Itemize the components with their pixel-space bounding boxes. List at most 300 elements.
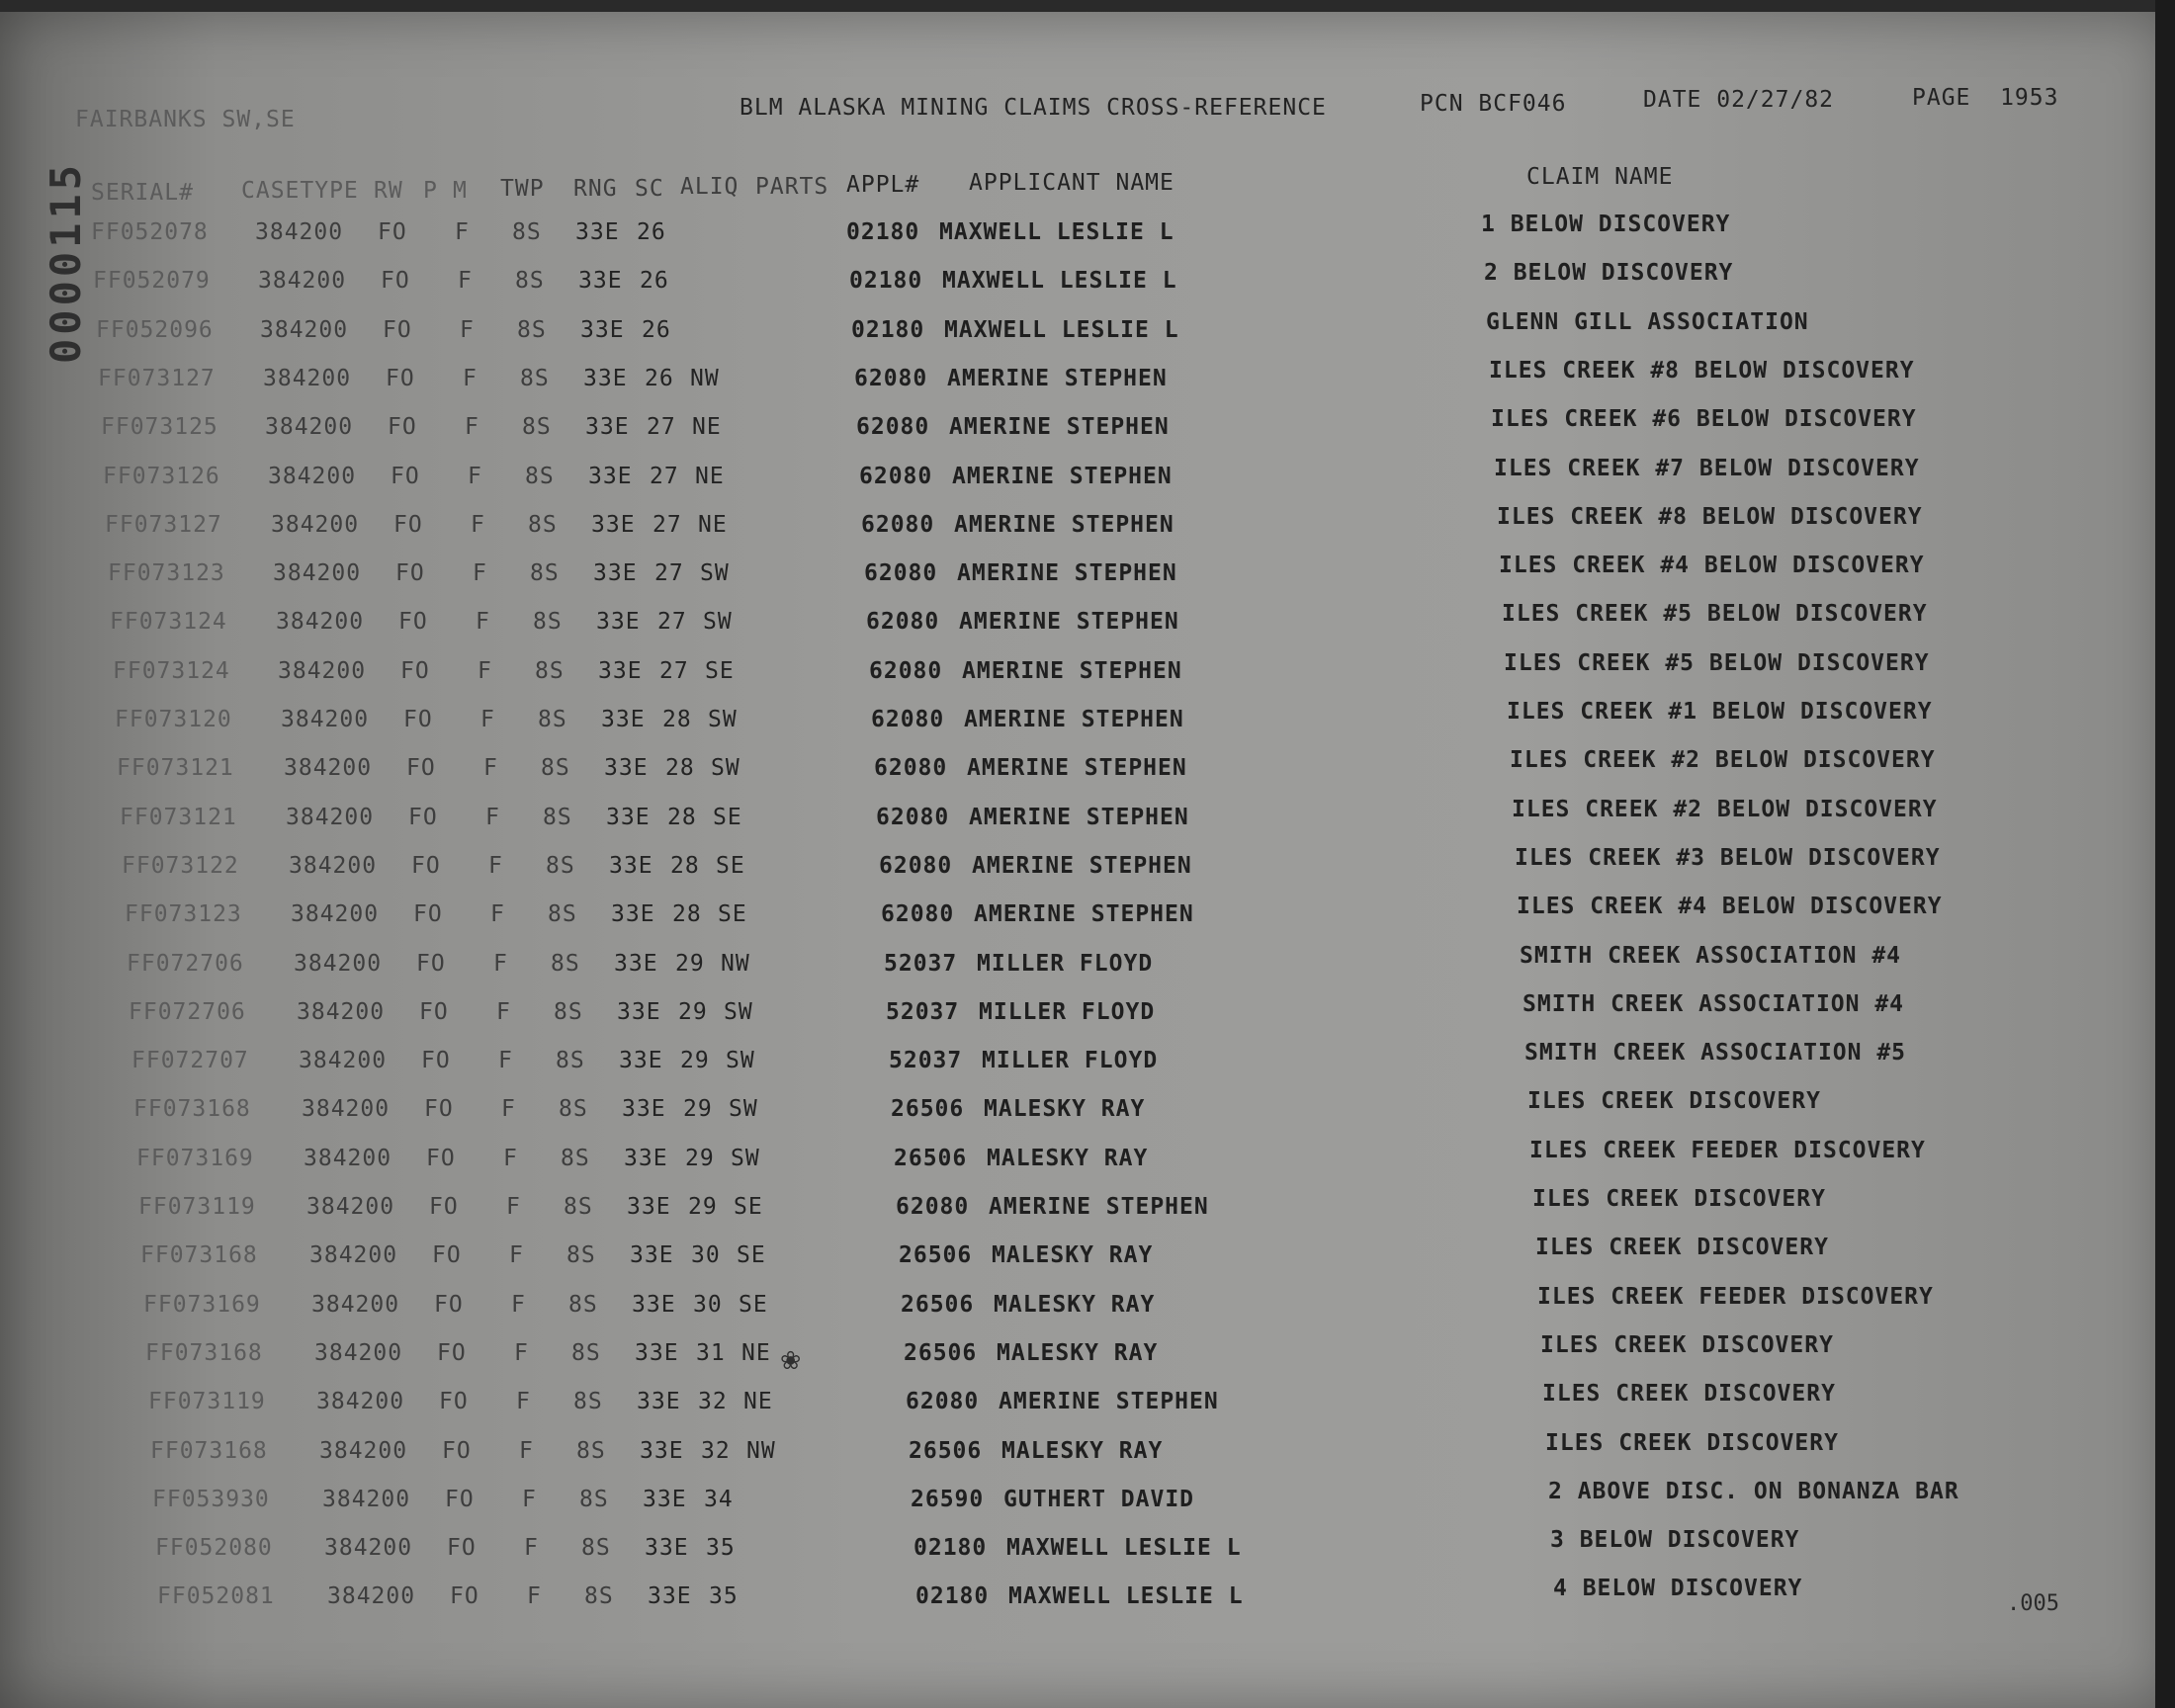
col-twp: TWP (500, 176, 545, 202)
cell-rw: FO (432, 1242, 462, 1268)
cell-aliq: SW (729, 1096, 758, 1122)
cell-rw: FO (442, 1438, 472, 1464)
cell-sc: 27 (650, 464, 679, 489)
cell-serial: FF052078 (91, 219, 209, 245)
cell-appl: 26506 (909, 1438, 983, 1464)
cell-m: F (458, 268, 473, 294)
cell-sc: 35 (706, 1535, 736, 1561)
cell-applicant: MAXWELL LESLIE L (1008, 1583, 1244, 1609)
cell-twp: 8S (520, 366, 550, 391)
cell-twp: 8S (517, 317, 547, 343)
cell-appl: 52037 (886, 999, 960, 1025)
cell-casetype: 384200 (304, 1146, 392, 1171)
cell-sc: 30 (691, 1242, 721, 1268)
cell-twp: 8S (515, 268, 545, 294)
col-casetype: CASETYPE (241, 178, 359, 204)
cell-serial: FF073169 (136, 1146, 254, 1171)
cell-rng: 33E (617, 999, 661, 1025)
scan-border (2155, 0, 2175, 1708)
cell-casetype: 384200 (265, 414, 354, 440)
cell-claim: ILES CREEK #5 BELOW DISCOVERY (1504, 650, 1930, 676)
cell-aliq: NW (746, 1438, 776, 1464)
cell-rw: FO (393, 512, 423, 538)
cell-m: F (463, 366, 478, 391)
cell-sc: 34 (704, 1487, 734, 1512)
cell-aliq: SW (731, 1146, 760, 1171)
cell-appl: 62080 (896, 1194, 970, 1220)
cell-casetype: 384200 (306, 1194, 395, 1220)
cell-twp: 8S (530, 560, 560, 586)
col-rng: RNG (573, 176, 618, 202)
cell-sc: 27 (654, 560, 684, 586)
cell-sc: 28 (662, 707, 692, 732)
cell-claim: ILES CREEK DISCOVERY (1540, 1332, 1834, 1358)
cell-aliq: SE (713, 805, 742, 830)
cell-aliq: NE (692, 414, 722, 440)
cell-casetype: 384200 (286, 805, 375, 830)
cell-appl: 62080 (864, 560, 938, 586)
cell-claim: ILES CREEK FEEDER DISCOVERY (1537, 1284, 1934, 1310)
cell-rw: FO (429, 1194, 459, 1220)
cell-casetype: 384200 (309, 1242, 398, 1268)
cell-m: F (460, 317, 475, 343)
cell-casetype: 384200 (322, 1487, 411, 1512)
cell-m: F (480, 707, 495, 732)
cell-applicant: AMERINE STEPHEN (967, 755, 1187, 781)
cell-claim: ILES CREEK #1 BELOW DISCOVERY (1507, 699, 1933, 725)
cell-rng: 33E (588, 464, 633, 489)
cell-applicant: MALESKY RAY (997, 1340, 1159, 1366)
cell-rng: 33E (601, 707, 646, 732)
cell-twp: 8S (548, 901, 577, 927)
cell-appl: 62080 (854, 366, 928, 391)
cell-claim: ILES CREEK DISCOVERY (1535, 1235, 1829, 1260)
cell-aliq: NE (741, 1340, 771, 1366)
cell-rng: 33E (604, 755, 649, 781)
cell-m: F (465, 414, 479, 440)
cell-m: F (468, 464, 482, 489)
col-sc: SC (635, 176, 664, 202)
cell-rw: FO (386, 366, 415, 391)
cell-sc: 28 (672, 901, 702, 927)
cell-claim: ILES CREEK DISCOVERY (1532, 1186, 1826, 1212)
cell-serial: FF073168 (133, 1096, 251, 1122)
col-rw: RW (374, 178, 403, 204)
cell-serial: FF052096 (96, 317, 214, 343)
cell-m: F (490, 901, 505, 927)
cell-appl: 26506 (899, 1242, 973, 1268)
cell-appl: 26506 (901, 1292, 975, 1318)
cell-claim: ILES CREEK #8 BELOW DISCOVERY (1489, 358, 1915, 384)
cell-applicant: MALESKY RAY (987, 1146, 1149, 1171)
cell-rng: 33E (585, 414, 630, 440)
cell-rng: 33E (580, 317, 625, 343)
cell-serial: FF072707 (131, 1048, 249, 1073)
cell-serial: FF073169 (143, 1292, 261, 1318)
cell-claim: ILES CREEK #3 BELOW DISCOVERY (1515, 845, 1941, 871)
cell-twp: 8S (573, 1389, 603, 1414)
cell-sc: 28 (665, 755, 695, 781)
cell-rng: 33E (583, 366, 628, 391)
cell-appl: 52037 (884, 951, 958, 977)
cell-claim: ILES CREEK FEEDER DISCOVERY (1529, 1138, 1926, 1163)
cell-rw: FO (424, 1096, 454, 1122)
cell-serial: FF073122 (122, 853, 239, 879)
cell-rng: 33E (630, 1242, 674, 1268)
cell-sc: 27 (657, 609, 687, 635)
cell-rng: 33E (648, 1583, 692, 1609)
cell-m: F (509, 1242, 524, 1268)
cell-aliq: SW (700, 560, 730, 586)
cell-claim: ILES CREEK #4 BELOW DISCOVERY (1517, 894, 1943, 919)
report-date: DATE 02/27/82 (1643, 87, 1835, 113)
col-aliq: ALIQ (680, 174, 740, 200)
cell-aliq: SE (734, 1194, 763, 1220)
cell-applicant: AMERINE STEPHEN (952, 464, 1173, 489)
cell-twp: 8S (576, 1438, 606, 1464)
cell-applicant: MALESKY RAY (994, 1292, 1156, 1318)
cell-claim: SMITH CREEK ASSOCIATION #4 (1522, 991, 1905, 1017)
cell-rng: 33E (627, 1194, 671, 1220)
cell-casetype: 384200 (314, 1340, 403, 1366)
cell-sc: 29 (680, 1048, 710, 1073)
cell-sc: 26 (642, 317, 671, 343)
cell-rw: FO (408, 805, 438, 830)
cell-rw: FO (403, 707, 433, 732)
cell-rng: 33E (609, 853, 653, 879)
cell-applicant: AMERINE STEPHEN (999, 1389, 1219, 1414)
cell-serial: FF072706 (129, 999, 246, 1025)
cell-aliq: SW (703, 609, 733, 635)
cell-appl: 62080 (861, 512, 935, 538)
cell-applicant: AMERINE STEPHEN (964, 707, 1184, 732)
cell-casetype: 384200 (276, 609, 365, 635)
cell-appl: 02180 (846, 219, 920, 245)
cell-m: F (516, 1389, 531, 1414)
cell-twp: 8S (581, 1535, 611, 1561)
cell-rw: FO (447, 1535, 477, 1561)
cell-aliq: SE (739, 1292, 768, 1318)
cell-twp: 8S (571, 1340, 601, 1366)
cell-sc: 26 (637, 219, 666, 245)
cell-m: F (478, 658, 492, 684)
cell-rng: 33E (591, 512, 636, 538)
cell-serial: FF073119 (148, 1389, 266, 1414)
cell-casetype: 384200 (271, 512, 360, 538)
cell-twp: 8S (579, 1487, 609, 1512)
cell-sc: 26 (645, 366, 674, 391)
cell-aliq: SE (737, 1242, 766, 1268)
ink-smudge: ❀ (781, 1339, 801, 1377)
cell-applicant: AMERINE STEPHEN (949, 414, 1170, 440)
cell-appl: 26590 (911, 1487, 985, 1512)
cell-m: F (496, 999, 511, 1025)
cell-rw: FO (413, 901, 443, 927)
cell-m: F (493, 951, 508, 977)
cell-twp: 8S (556, 1048, 585, 1073)
cell-serial: FF073124 (113, 658, 230, 684)
cell-twp: 8S (528, 512, 558, 538)
cell-aliq: NE (698, 512, 728, 538)
cell-applicant: MALESKY RAY (984, 1096, 1146, 1122)
cell-appl: 02180 (915, 1583, 990, 1609)
cell-claim: ILES CREEK DISCOVERY (1542, 1381, 1836, 1407)
microfilm-stamp: 0000115 (42, 160, 90, 364)
pcn-label: PCN BCF046 (1420, 91, 1567, 117)
cell-appl: 26506 (891, 1096, 965, 1122)
cell-serial: FF073123 (108, 560, 225, 586)
cell-sc: 35 (709, 1583, 739, 1609)
cell-rng: 33E (637, 1389, 681, 1414)
cell-twp: 8S (584, 1583, 614, 1609)
cell-casetype: 384200 (258, 268, 347, 294)
cell-serial: FF073124 (110, 609, 227, 635)
page-number: PAGE 1953 (1912, 85, 2059, 111)
cell-appl: 62080 (906, 1389, 980, 1414)
cell-claim: ILES CREEK #2 BELOW DISCOVERY (1510, 747, 1936, 773)
cell-casetype: 384200 (289, 853, 378, 879)
cell-casetype: 384200 (327, 1583, 416, 1609)
cell-rng: 33E (596, 609, 641, 635)
cell-appl: 62080 (869, 658, 943, 684)
cell-appl: 62080 (874, 755, 948, 781)
col-p: P (423, 178, 438, 204)
cell-rng: 33E (578, 268, 623, 294)
cell-rw: FO (416, 951, 446, 977)
cell-casetype: 384200 (278, 658, 367, 684)
cell-casetype: 384200 (273, 560, 362, 586)
cell-applicant: AMERINE STEPHEN (962, 658, 1182, 684)
cell-twp: 8S (538, 707, 567, 732)
cell-appl: 26506 (894, 1146, 968, 1171)
cell-aliq: SW (726, 1048, 755, 1073)
cell-casetype: 384200 (281, 707, 370, 732)
cell-claim: ILES CREEK #5 BELOW DISCOVERY (1502, 601, 1928, 627)
cell-sc: 29 (675, 951, 705, 977)
cell-appl: 62080 (881, 901, 955, 927)
cell-applicant: AMERINE STEPHEN (989, 1194, 1209, 1220)
cell-casetype: 384200 (284, 755, 373, 781)
cell-m: F (501, 1096, 516, 1122)
cell-casetype: 384200 (299, 1048, 388, 1073)
cell-m: F (506, 1194, 521, 1220)
cell-m: F (511, 1292, 526, 1318)
cell-rw: FO (439, 1389, 469, 1414)
cell-rw: FO (437, 1340, 467, 1366)
cell-m: F (498, 1048, 513, 1073)
cell-sc: 32 (698, 1389, 728, 1414)
cell-applicant: GUTHERT DAVID (1003, 1487, 1195, 1512)
cell-serial: FF073120 (115, 707, 232, 732)
cell-rw: FO (406, 755, 436, 781)
col-parts: PARTS (755, 174, 829, 200)
cell-serial: FF073127 (98, 366, 216, 391)
cell-rw: FO (391, 464, 420, 489)
cell-rw: FO (419, 999, 449, 1025)
cell-rw: FO (445, 1487, 475, 1512)
cell-rng: 33E (640, 1438, 684, 1464)
cell-sc: 28 (670, 853, 700, 879)
cell-aliq: NW (690, 366, 720, 391)
cell-casetype: 384200 (324, 1535, 413, 1561)
cell-m: F (524, 1535, 539, 1561)
cell-rw: FO (381, 268, 410, 294)
cell-twp: 8S (535, 658, 565, 684)
cell-appl: 62080 (879, 853, 953, 879)
cell-rng: 33E (614, 951, 658, 977)
cell-twp: 8S (554, 999, 583, 1025)
cell-m: F (522, 1487, 537, 1512)
cell-rng: 33E (611, 901, 655, 927)
cell-claim: 2 ABOVE DISC. ON BONANZA BAR (1548, 1479, 1959, 1504)
cell-aliq: SE (705, 658, 735, 684)
cell-casetype: 384200 (255, 219, 344, 245)
cell-sc: 28 (667, 805, 697, 830)
cell-claim: ILES CREEK #7 BELOW DISCOVERY (1494, 456, 1920, 481)
report-title: BLM ALASKA MINING CLAIMS CROSS-REFERENCE (740, 95, 1327, 121)
cell-sc: 31 (696, 1340, 726, 1366)
cell-serial: FF073121 (120, 805, 237, 830)
cell-applicant: AMERINE STEPHEN (947, 366, 1168, 391)
cell-m: F (527, 1583, 542, 1609)
cell-twp: 8S (541, 755, 570, 781)
cell-applicant: MILLER FLOYD (977, 951, 1154, 977)
cell-rng: 33E (635, 1340, 679, 1366)
cell-casetype: 384200 (291, 901, 380, 927)
cell-rng: 33E (593, 560, 638, 586)
cell-twp: 8S (543, 805, 572, 830)
cell-applicant: MAXWELL LESLIE L (1006, 1535, 1242, 1561)
cell-claim: SMITH CREEK ASSOCIATION #4 (1520, 943, 1902, 969)
cell-serial: FF052081 (157, 1583, 275, 1609)
cell-serial: FF073168 (145, 1340, 263, 1366)
cell-claim: GLENN GILL ASSOCIATION (1486, 309, 1809, 335)
cell-appl: 62080 (859, 464, 933, 489)
cell-twp: 8S (533, 609, 563, 635)
cell-rw: FO (388, 414, 417, 440)
cell-m: F (473, 560, 487, 586)
col-m: M (453, 178, 468, 204)
cell-aliq: NW (721, 951, 750, 977)
cell-claim: ILES CREEK DISCOVERY (1527, 1088, 1821, 1114)
cell-serial: FF073126 (103, 464, 220, 489)
cell-m: F (503, 1146, 518, 1171)
region-label: FAIRBANKS SW,SE (75, 107, 296, 132)
cell-claim: SMITH CREEK ASSOCIATION #5 (1524, 1040, 1907, 1066)
cell-serial: FF073125 (101, 414, 218, 440)
cell-rw: FO (398, 609, 428, 635)
cell-claim: 1 BELOW DISCOVERY (1481, 212, 1731, 237)
cell-appl: 02180 (849, 268, 923, 294)
cell-claim: 4 BELOW DISCOVERY (1553, 1576, 1803, 1601)
cell-serial: FF052079 (93, 268, 211, 294)
cell-twp: 8S (561, 1146, 590, 1171)
cell-twp: 8S (568, 1292, 598, 1318)
col-applicant: APPLICANT NAME (969, 170, 1174, 196)
cell-casetype: 384200 (260, 317, 349, 343)
cell-serial: FF072706 (127, 951, 244, 977)
cell-m: F (519, 1438, 534, 1464)
cell-casetype: 384200 (297, 999, 386, 1025)
page-code: .005 (2007, 1591, 2059, 1616)
cell-applicant: MAXWELL LESLIE L (944, 317, 1179, 343)
cell-serial: FF073168 (140, 1242, 258, 1268)
cell-twp: 8S (546, 853, 575, 879)
cell-rw: FO (395, 560, 425, 586)
cell-aliq: SE (716, 853, 745, 879)
cell-serial: FF073119 (138, 1194, 256, 1220)
cell-applicant: AMERINE STEPHEN (954, 512, 1174, 538)
cell-applicant: MAXWELL LESLIE L (939, 219, 1174, 245)
cell-rng: 33E (598, 658, 643, 684)
col-appl: APPL# (846, 172, 920, 198)
cell-m: F (488, 853, 503, 879)
cell-rw: FO (378, 219, 407, 245)
cell-sc: 30 (693, 1292, 723, 1318)
cell-claim: ILES CREEK #4 BELOW DISCOVERY (1499, 553, 1925, 578)
cell-serial: FF073127 (105, 512, 222, 538)
cell-twp: 8S (566, 1242, 596, 1268)
cell-aliq: SW (711, 755, 740, 781)
cell-casetype: 384200 (302, 1096, 391, 1122)
cell-casetype: 384200 (319, 1438, 408, 1464)
cell-applicant: MALESKY RAY (1001, 1438, 1164, 1464)
cell-applicant: AMERINE STEPHEN (969, 805, 1189, 830)
cell-m: F (471, 512, 485, 538)
cell-applicant: MALESKY RAY (992, 1242, 1154, 1268)
cell-rw: FO (450, 1583, 479, 1609)
cell-m: F (514, 1340, 529, 1366)
cell-applicant: AMERINE STEPHEN (959, 609, 1179, 635)
cell-claim: ILES CREEK #2 BELOW DISCOVERY (1512, 797, 1938, 822)
cell-claim: 3 BELOW DISCOVERY (1550, 1527, 1800, 1553)
cell-rng: 33E (632, 1292, 676, 1318)
cell-aliq: NE (743, 1389, 773, 1414)
cell-m: F (483, 755, 498, 781)
cell-twp: 8S (525, 464, 555, 489)
cell-casetype: 384200 (316, 1389, 405, 1414)
cell-claim: ILES CREEK DISCOVERY (1545, 1430, 1839, 1456)
cell-appl: 62080 (866, 609, 940, 635)
cell-twp: 8S (522, 414, 552, 440)
cell-claim: ILES CREEK #8 BELOW DISCOVERY (1497, 504, 1923, 530)
cell-rng: 33E (606, 805, 651, 830)
cell-aliq: NE (695, 464, 725, 489)
cell-casetype: 384200 (268, 464, 357, 489)
col-serial: SERIAL# (91, 180, 194, 206)
cell-sc: 27 (659, 658, 689, 684)
cell-serial: FF052080 (155, 1535, 273, 1561)
cell-rw: FO (426, 1146, 456, 1171)
cell-casetype: 384200 (263, 366, 352, 391)
cell-rw: FO (383, 317, 412, 343)
cell-sc: 29 (678, 999, 708, 1025)
cell-sc: 32 (701, 1438, 731, 1464)
cell-claim: ILES CREEK #6 BELOW DISCOVERY (1491, 406, 1917, 432)
cell-twp: 8S (551, 951, 580, 977)
cell-sc: 29 (685, 1146, 715, 1171)
cell-applicant: MILLER FLOYD (982, 1048, 1159, 1073)
cell-appl: 62080 (856, 414, 930, 440)
cell-rw: FO (421, 1048, 451, 1073)
cell-aliq: SE (718, 901, 747, 927)
cell-applicant: AMERINE STEPHEN (974, 901, 1194, 927)
cell-rng: 33E (619, 1048, 663, 1073)
cell-rw: FO (400, 658, 430, 684)
col-claim: CLAIM NAME (1526, 164, 1674, 190)
cell-aliq: SW (708, 707, 738, 732)
cell-applicant: MILLER FLOYD (979, 999, 1156, 1025)
